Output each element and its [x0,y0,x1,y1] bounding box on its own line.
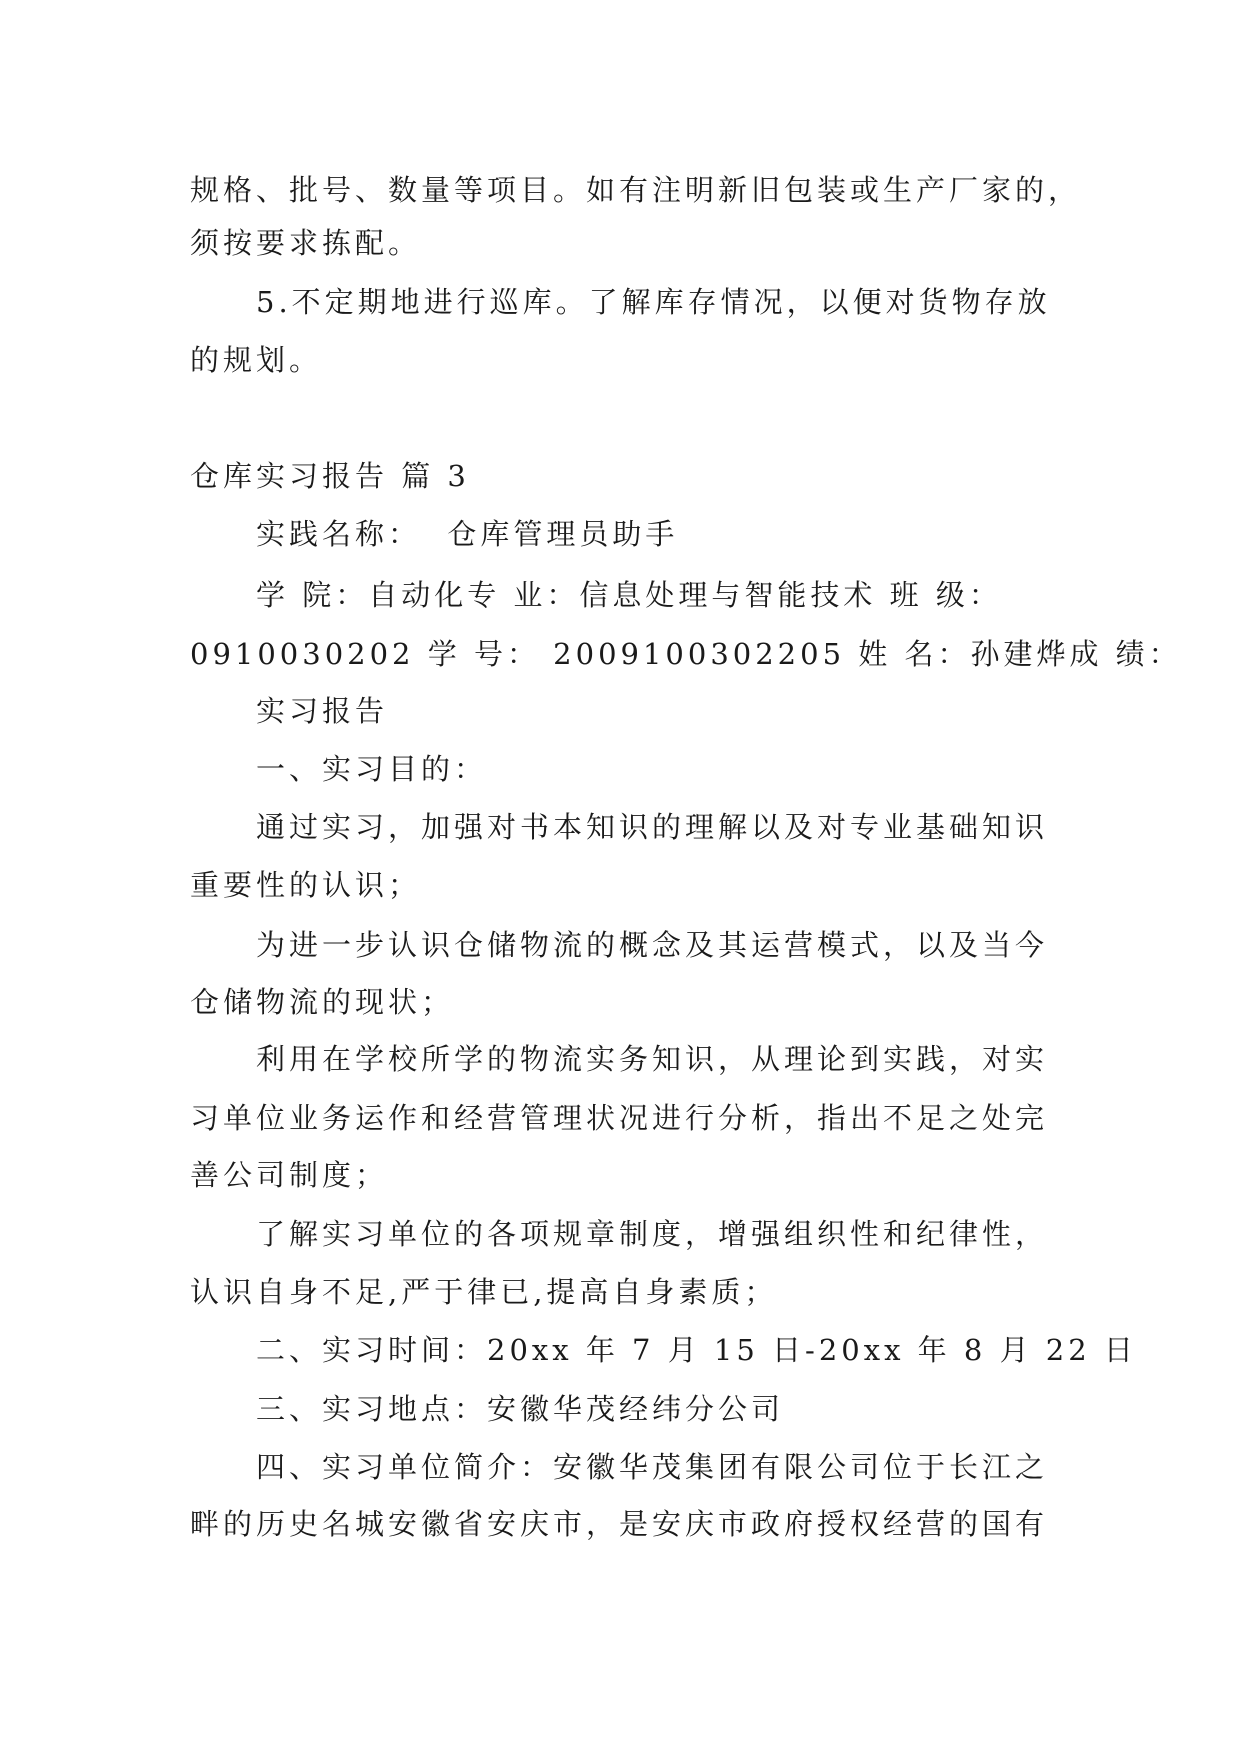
company-intro-line: 畔的历史名城安徽省安庆市，是安庆市政府授权经营的国有 [190,1507,1049,1541]
company-intro-line: 四、实习单位简介：安徽华茂集团有限公司位于长江之 [256,1450,1049,1484]
purpose-item-line: 了解实习单位的各项规章制度，增强组织性和纪律性， [256,1217,1049,1251]
internship-location-line: 三、实习地点：安徽华茂经纬分公司 [256,1392,785,1426]
purpose-item-line: 认识自身不足,严于律已,提高自身素质； [190,1275,778,1309]
purpose-item-line: 利用在学校所学的物流实务知识，从理论到实践，对实 [256,1042,1049,1076]
purpose-heading: 一、实习目的： [256,752,488,786]
internship-time-line: 二、实习时间：20xx 年 7 月 15 日-20xx 年 8 月 22 日 [256,1333,1137,1367]
practice-name-line: 实践名称： 仓库管理员助手 [256,517,679,551]
student-info-line: 0910030202 学 号： 2009100302205 姓 名：孙建烨成 绩： [190,637,1182,671]
purpose-item-line: 通过实习，加强对书本知识的理解以及对专业基础知识 [256,810,1049,844]
student-info-line: 学 院：自动化专 业：信息处理与智能技术 班 级： [256,578,1002,612]
purpose-item-line: 习单位业务运作和经营管理状况进行分析，指出不足之处完 [190,1101,1049,1135]
purpose-item-line: 仓储物流的现状； [190,985,455,1019]
purpose-item-line: 为进一步认识仓储物流的概念及其运营模式，以及当今 [256,928,1049,962]
purpose-item-line: 重要性的认识； [190,868,422,902]
section-title: 仓库实习报告 篇 3 [190,459,470,493]
paragraph-line: 规格、批号、数量等项目。如有注明新旧包装或生产厂家的， [190,173,1082,207]
report-heading: 实习报告 [256,694,389,728]
paragraph-line: 5.不定期地进行巡库。了解库存情况，以便对货物存放 [256,285,1051,319]
paragraph-line: 须按要求拣配。 [190,226,422,260]
paragraph-line: 的规划。 [190,343,323,377]
purpose-item-line: 善公司制度； [190,1158,389,1192]
